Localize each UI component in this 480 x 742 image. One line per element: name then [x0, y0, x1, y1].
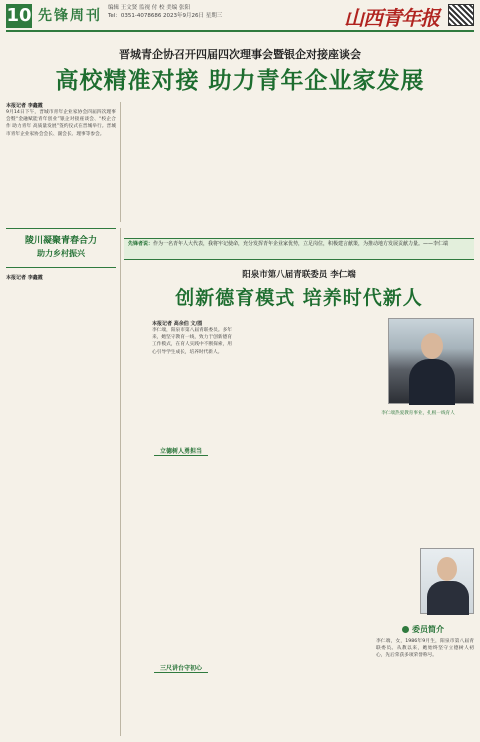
article1-kicker: 晋城青企协召开四届四次理事会暨银企对接座谈会 — [119, 48, 361, 61]
profile-text — [376, 638, 474, 736]
sub-article-title-2: 助力乡村振兴 — [37, 249, 85, 258]
article1-col-1 — [6, 102, 116, 222]
article2-col-1 — [124, 440, 238, 736]
article1-col-2 — [124, 102, 234, 222]
profile-body-text: 李仁端，女，1986年9月生，阳泉市第八届青联委员。从教以来，她始终坚守立德树人初心，先后荣获多项荣誉称号。 — [376, 639, 474, 659]
header-rule — [6, 30, 474, 32]
article1-headline: 高校精准对接 助力青年企业家发展 — [55, 68, 425, 94]
article1-col-3 — [240, 102, 352, 222]
meta-line-2: Tel：0351-4078686 2023年9月26日 星期三 — [108, 13, 223, 19]
sub-article-title-1: 陵川凝聚青春合力 — [24, 236, 97, 246]
article2-intro-2 — [236, 320, 382, 438]
bullet-icon — [402, 626, 409, 633]
quote-text: 作为一名青年人大代表，我将牢记使命，充分发挥青年企业家优势，立足岗位，积极建言献策，为推动地方发展贡献力量。——李仁端 — [153, 241, 449, 247]
portrait-photo — [388, 318, 474, 404]
photo-face — [421, 333, 443, 359]
profile-title: 委员简介 — [372, 624, 474, 635]
article2-kicker: 阳泉市第八届青联委员 李仁端 — [242, 270, 356, 280]
sub-article-title-box — [6, 228, 116, 268]
section-title: 先锋周刊 — [38, 8, 102, 24]
article1-col-4 — [358, 102, 474, 222]
sub-article-body — [6, 274, 116, 736]
article2-headline: 创新德育模式 培养时代新人 — [175, 287, 423, 309]
quote-banner — [124, 238, 474, 260]
article1-byline: 本报记者 李鑫霞 — [6, 103, 43, 109]
quote-label: 先锋者说： — [128, 241, 154, 247]
masthead-logo: 山西青年报 — [344, 6, 439, 30]
column-divider — [120, 102, 121, 222]
qr-code-icon — [448, 4, 474, 26]
article2-subhead-2: 三尺讲台守初心 — [124, 663, 238, 672]
article2-byline: 本报记者 高余伯 文/图 — [152, 321, 203, 327]
article2-intro — [152, 320, 232, 438]
profile-face — [437, 557, 457, 581]
column-divider-left — [120, 228, 121, 736]
sub-article-byline: 本报记者 李鑫霞 — [6, 275, 43, 281]
meta-line-1: 编辑 王文贤 监视 付 校 美编 张阳 — [108, 5, 190, 11]
article2-col-2 — [244, 440, 358, 736]
photo-body — [409, 359, 455, 405]
header-meta — [108, 4, 348, 20]
article2-lead: 李仁端，阳泉市第八届青联委员。多年来，她坚守教育一线，致力于创新德育工作模式，在育人实践中不断探索，用心引导学生成长，培养时代新人。 — [152, 328, 232, 355]
page-number: 10 — [6, 5, 32, 26]
article2-col-3 — [364, 440, 474, 544]
profile-photo — [420, 548, 474, 614]
article1-lead: 9月14日下午，晋城市青年企业家协会四届四次理事会暨“金融赋能青年创业”银企对接座谈会、“校企合作 助力青年 高质量发展”签约仪式在晋城举行。晋城市青年企业家协会会长、副会长、理事等参会。 — [6, 110, 116, 137]
profile-body — [427, 581, 469, 615]
article2-subhead-1: 立德树人勇担当 — [124, 446, 238, 455]
photo-caption: 李仁端热爱教育事业，扎根一线育人 — [381, 411, 455, 416]
